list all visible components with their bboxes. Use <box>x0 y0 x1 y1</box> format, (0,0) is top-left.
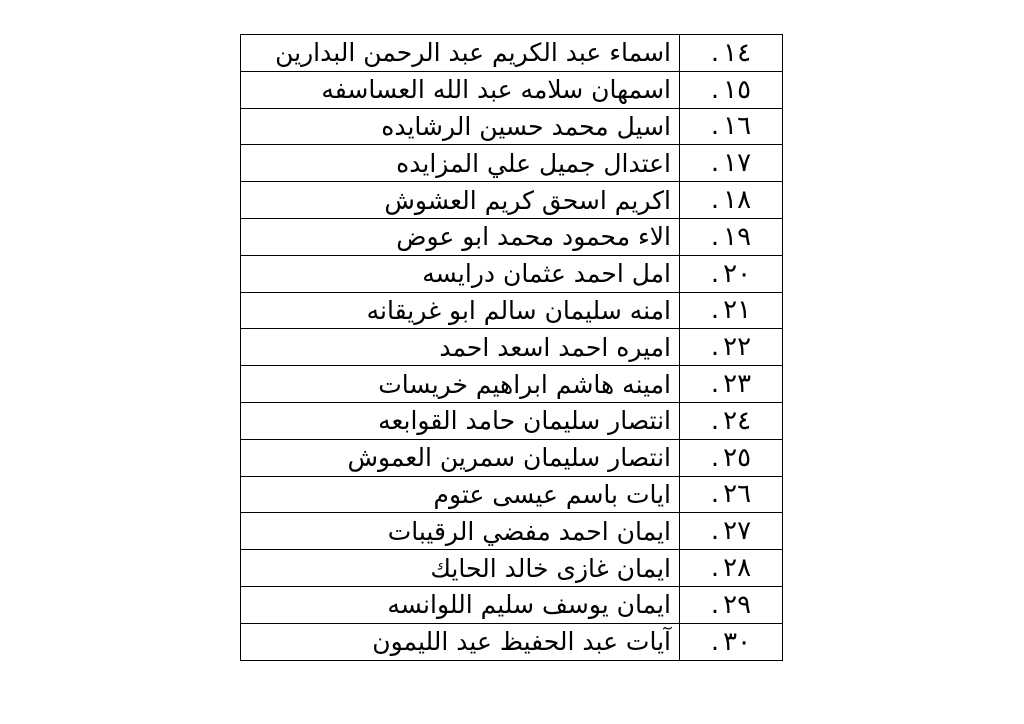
row-number-dot: . <box>710 479 720 510</box>
student-name: اكريم اسحق كريم العشوش <box>241 182 680 219</box>
table-row <box>241 182 783 219</box>
row-number-dot: . <box>710 295 720 326</box>
row-number: ٢٠ <box>723 258 752 289</box>
row-number-cell <box>680 402 783 439</box>
row-number: ١٧ <box>723 148 752 179</box>
table-row <box>241 108 783 145</box>
table-row <box>241 623 783 660</box>
row-number: ٢٧ <box>723 516 752 547</box>
table-row <box>241 402 783 439</box>
row-number-dot: . <box>710 37 720 68</box>
student-name: امل احمد عثمان درايسه <box>241 255 680 292</box>
row-number-dot: . <box>710 332 720 363</box>
row-number: ٢٣ <box>723 369 752 400</box>
student-name: اعتدال جميل علي المزايده <box>241 145 680 182</box>
row-number-dot: . <box>710 369 720 400</box>
row-number-dot: . <box>710 442 720 473</box>
row-number-dot: . <box>710 516 720 547</box>
names-table <box>240 34 783 661</box>
table-row <box>241 255 783 292</box>
row-number: ٢٦ <box>723 479 752 510</box>
student-name: آيات عبد الحفيظ عيد الليمون <box>241 623 680 660</box>
row-number: ٢٢ <box>723 332 752 363</box>
table-row <box>241 366 783 403</box>
student-name: اميره احمد اسعد احمد <box>241 329 680 366</box>
row-number: ١٩ <box>723 221 752 252</box>
row-number-cell <box>680 35 783 72</box>
table-row <box>241 586 783 623</box>
row-number: ٢٤ <box>723 405 752 436</box>
row-number-cell <box>680 439 783 476</box>
row-number: ٢١ <box>723 295 752 326</box>
row-number-cell <box>680 292 783 329</box>
row-number: ١٦ <box>723 111 752 142</box>
student-name: انتصار سليمان سمرين العموش <box>241 439 680 476</box>
row-number-cell <box>680 218 783 255</box>
row-number-dot: . <box>710 589 720 620</box>
student-name: اسماء عبد الكريم عبد الرحمن البدارين <box>241 35 680 72</box>
row-number-dot: . <box>710 405 720 436</box>
row-number: ١٥ <box>723 74 752 105</box>
table-row <box>241 35 783 72</box>
table-row <box>241 439 783 476</box>
row-number-cell <box>680 586 783 623</box>
table-row <box>241 218 783 255</box>
row-number: ١٨ <box>723 185 752 216</box>
row-number-cell <box>680 145 783 182</box>
table-row <box>241 550 783 587</box>
student-name: اسمهان سلامه عبد الله العساسفه <box>241 71 680 108</box>
row-number: ٢٨ <box>723 553 752 584</box>
row-number-cell <box>680 108 783 145</box>
row-number-cell <box>680 366 783 403</box>
row-number: ٢٩ <box>723 589 752 620</box>
student-name: انتصار سليمان حامد القوابعه <box>241 402 680 439</box>
table-row <box>241 476 783 513</box>
row-number-dot: . <box>710 553 720 584</box>
row-number-cell <box>680 255 783 292</box>
row-number-dot: . <box>710 626 720 657</box>
student-name: ايمان يوسف سليم اللوانسه <box>241 586 680 623</box>
row-number-cell <box>680 329 783 366</box>
student-name: امينه هاشم ابراهيم خريسات <box>241 366 680 403</box>
row-number-dot: . <box>710 185 720 216</box>
row-number-dot: . <box>710 74 720 105</box>
row-number: ٢٥ <box>723 442 752 473</box>
student-name: ايمان احمد مفضي الرقيبات <box>241 513 680 550</box>
row-number-cell <box>680 623 783 660</box>
student-name: امنه سليمان سالم ابو غريقانه <box>241 292 680 329</box>
student-name: ايمان غازى خالد الحايك <box>241 550 680 587</box>
row-number: ١٤ <box>723 37 752 68</box>
table-row <box>241 292 783 329</box>
student-name: الاء محمود محمد ابو عوض <box>241 218 680 255</box>
row-number-cell <box>680 476 783 513</box>
row-number-dot: . <box>710 221 720 252</box>
table-row <box>241 329 783 366</box>
row-number-cell <box>680 71 783 108</box>
table-row <box>241 145 783 182</box>
student-name: اسيل محمد حسين الرشايده <box>241 108 680 145</box>
row-number: ٣٠ <box>723 626 752 657</box>
row-number-dot: . <box>710 111 720 142</box>
row-number-dot: . <box>710 258 720 289</box>
row-number-cell <box>680 513 783 550</box>
row-number-cell <box>680 182 783 219</box>
row-number-dot: . <box>710 148 720 179</box>
table-row <box>241 71 783 108</box>
table-row <box>241 513 783 550</box>
row-number-cell <box>680 550 783 587</box>
student-name: ايات باسم عيسى عتوم <box>241 476 680 513</box>
